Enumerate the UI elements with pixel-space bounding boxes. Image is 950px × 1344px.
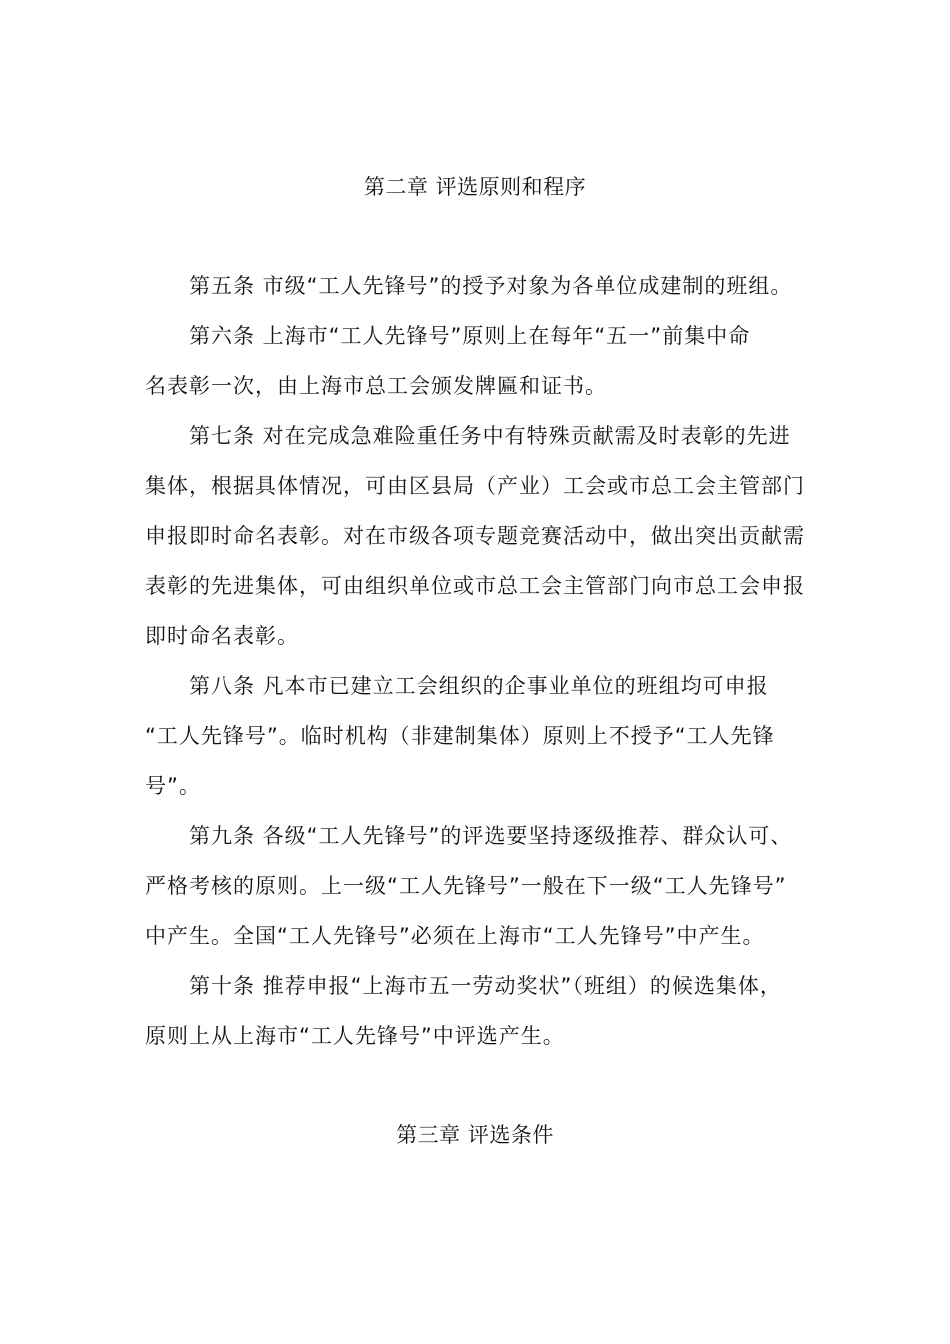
article-7-line-4: 表彰的先进集体，可由组织单位或市总工会主管部门向市总工会申报 — [145, 574, 805, 598]
article-9-line-3: 中产生。全国“工人先锋号”必须在上海市“工人先锋号”中产生。 — [145, 924, 765, 948]
article-9-line-1: 第九条 各级“工人先锋号”的评选要坚持逐级推荐、群众认可、 — [189, 824, 793, 848]
article-8-line-3: 号”。 — [145, 774, 201, 798]
article-8-line-2: “工人先锋号”。临时机构（非建制集体）原则上不授予“工人先锋 — [145, 724, 775, 748]
article-7-line-2: 集体，根据具体情况，可由区县局（产业）工会或市总工会主管部门 — [145, 474, 805, 498]
article-7-line-5: 即时命名表彰。 — [145, 624, 299, 648]
article-5-line-1: 第五条 市级“工人先锋号”的授予对象为各单位成建制的班组。 — [189, 274, 793, 298]
article-8-line-1: 第八条 凡本市已建立工会组织的企事业单位的班组均可申报 — [189, 674, 769, 698]
chapter-3-title: 第三章 评选条件 — [396, 1123, 554, 1147]
article-6-line-2: 名表彰一次，由上海市总工会颁发牌匾和证书。 — [145, 374, 607, 398]
article-10-line-1: 第十条 推荐申报“上海市五一劳动奖状”（班组）的候选集体， — [189, 974, 782, 998]
article-7-line-3: 申报即时命名表彰。对在市级各项专题竞赛活动中，做出突出贡献需 — [145, 524, 805, 548]
article-10-line-2: 原则上从上海市“工人先锋号”中评选产生。 — [145, 1024, 565, 1048]
chapter-2-title: 第二章 评选原则和程序 — [363, 175, 587, 199]
article-6-line-1: 第六条 上海市“工人先锋号”原则上在每年“五一”前集中命 — [189, 324, 751, 348]
article-7-line-1: 第七条 对在完成急难险重任务中有特殊贡献需及时表彰的先进 — [189, 424, 791, 448]
article-9-line-2: 严格考核的原则。上一级“工人先锋号”一般在下一级“工人先锋号” — [145, 874, 787, 898]
